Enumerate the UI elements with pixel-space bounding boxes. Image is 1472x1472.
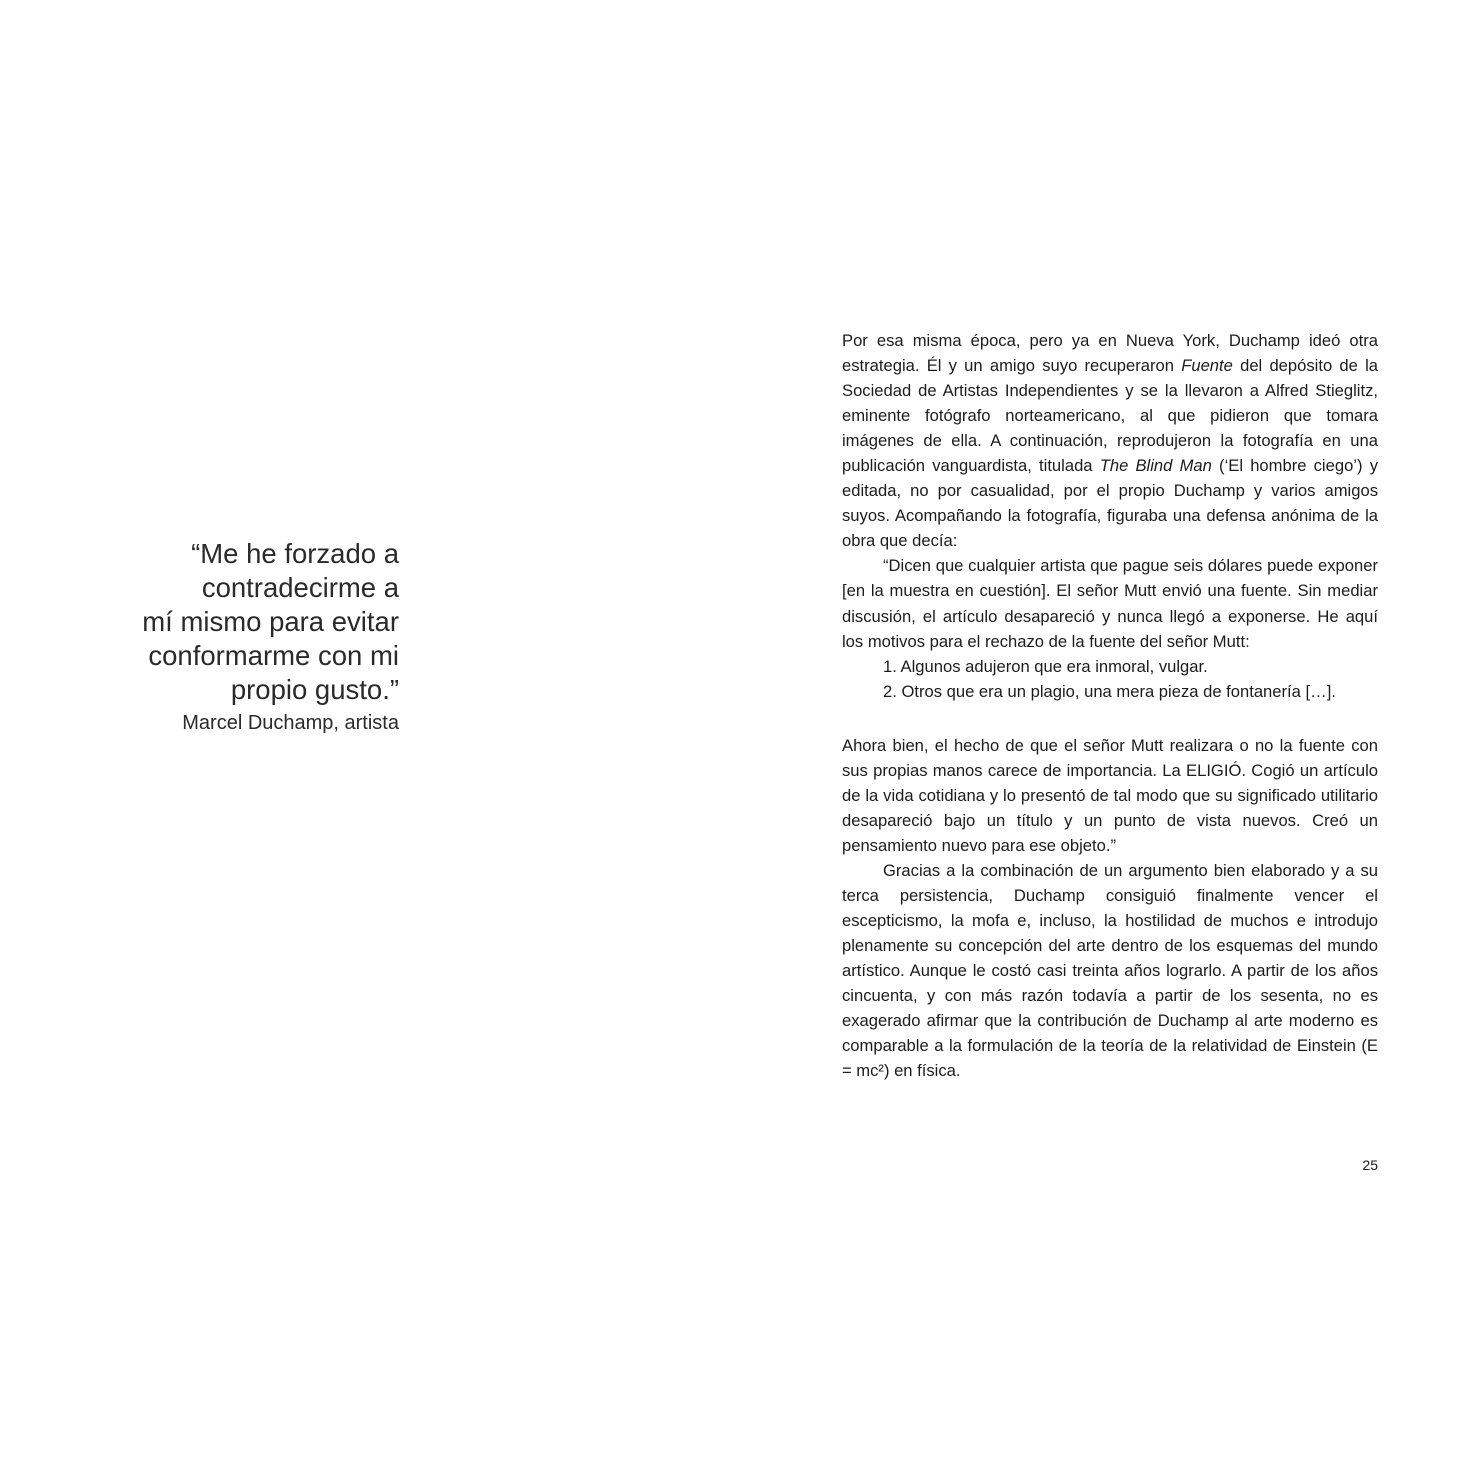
paragraph-3: Ahora bien, el hecho de que el señor Mutt realizara o no la fuente con sus propias manos carece de importancia. La ELIGIÓ. Cogió un artículo de la vida cotidiana y lo presentó de tal modo que su significado utilitario desapareció bajo un título y un punto de vista nuevos. Creó un pensamiento nuevo para ese objeto.”: [842, 735, 1378, 855]
pull-quote-attribution: Marcel Duchamp, artista: [182, 712, 399, 734]
paragraph-4: Gracias a la combinación de un argumento bien elaborado y a su terca persistencia, Duchamp consiguió finalmente vencer el escepticismo, la mofa e, incluso, la hostilidad de muchos e introdujo plenamente su concepción del arte dentro de los esquemas del mundo artístico. Aunque le costó casi treinta años lograrlo. A partir de los años cincuenta, y con más razón todavía a partir de los sesenta, no es exagerado afirmar que la contribución de Duchamp al arte moderno es comparable a la formulación de la teoría de la relatividad de Einstein (E = mc²) en física.: [842, 860, 1378, 1081]
paragraph-1: [842, 328, 1378, 553]
italic-title-fuente: Fuente: [1181, 356, 1233, 376]
paragraph-1-text-a: Por esa misma época, pero ya en Nueva York, Duchamp ideó otra estrategia. Él y un amigo suyo recuperaron: [842, 331, 1378, 376]
italic-title-blind-man: The Blind Man: [1099, 456, 1212, 476]
paragraph-2-quote: “Dicen que cualquier artista que pague seis dólares puede exponer [en la muestra en cuestión]. El señor Mutt envió una fuente. Sin mediar discusión, el artículo desapareció y nunca llegó a exponerse. He aquí los motivos para el rechazo de la fuente del señor Mutt:: [842, 556, 1378, 651]
paragraph-1-text-c: (‘El hombre ciego’) y editada, no por casualidad, por el propio Duchamp y varios amigos suyos. Acompañando la fotografía, figuraba una defensa anónima de la obra que decía:: [842, 456, 1378, 551]
paragraph-gap: [842, 704, 1378, 733]
body-text: [842, 328, 1378, 1083]
page-number: 25: [1362, 1157, 1378, 1173]
list-item: 2. Otros que era un plagio, una mera pieza de fontanería […].: [883, 681, 1336, 701]
paragraph-1-text-b: del depósito de la Sociedad de Artistas Independientes y se la llevaron a Alfred Stieglitz, eminente fotógrafo norteamericano, al que pidieron que tomara imágenes de ella. A continuación, reprodujeron la fotografía en una publicación vanguardista, titulada: [842, 356, 1378, 476]
pull-quote-line: “Me he forzado a: [191, 538, 399, 569]
pull-quote-line: mí mismo para evitar: [142, 606, 399, 637]
pull-quote-text: [60, 537, 399, 707]
pull-quote: [60, 537, 399, 737]
list-item: 1. Algunos adujeron que era inmoral, vulgar.: [883, 656, 1208, 676]
pull-quote-line: contradecirme a: [201, 572, 399, 603]
pull-quote-line: propio gusto.”: [230, 674, 399, 705]
pull-quote-line: conformarme con mi: [148, 640, 399, 671]
